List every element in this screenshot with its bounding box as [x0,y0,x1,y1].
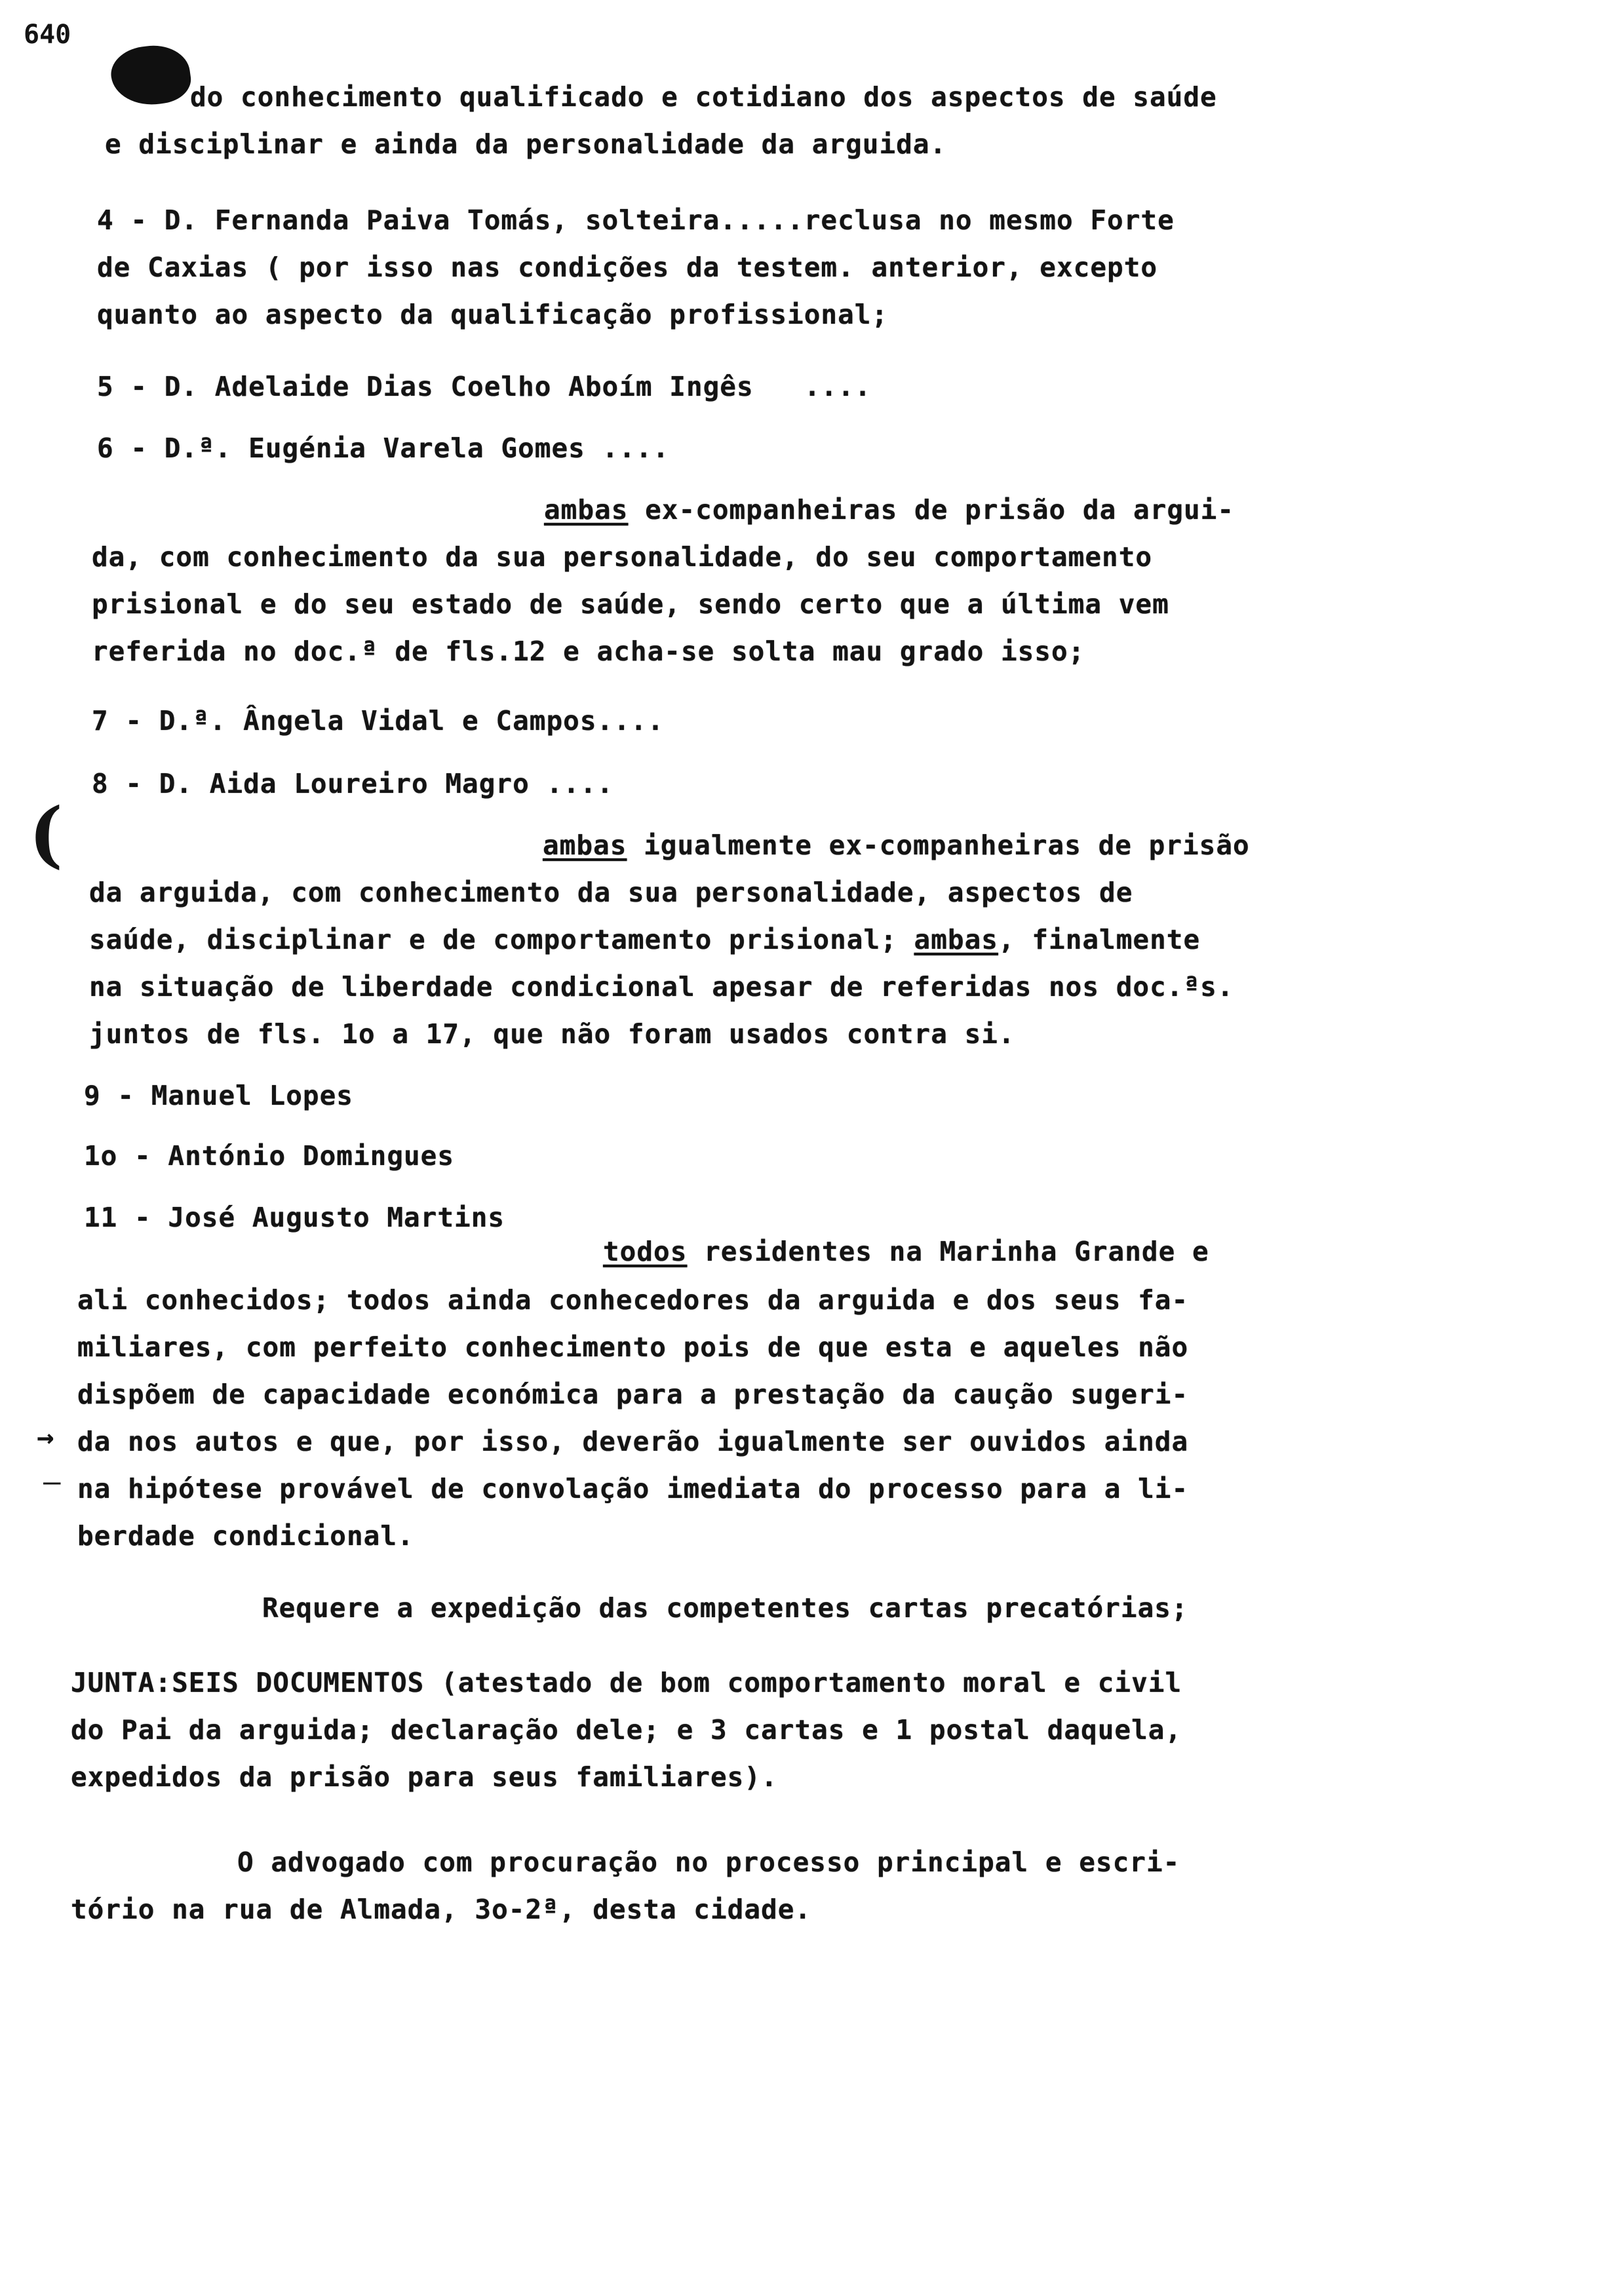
text-fragment: , finalmente [998,924,1201,955]
text-line: tório na rua de Almada, 3o-2ª, desta cidade. [71,1894,812,1925]
text-line: do conhecimento qualificado e cotidiano dos aspectos de saúde [190,81,1217,113]
text-fragment: saúde, disciplinar e de comportamento prisional; [89,924,914,955]
underlined-word: ambas [914,924,998,955]
text-line: 4 - D. Fernanda Paiva Tomás, solteira.....reclusa no mesmo Forte [97,204,1175,236]
text-line: juntos de fls. 1o a 17, que não foram usados contra si. [89,1018,1015,1050]
text-line: berdade condicional. [77,1520,414,1552]
text-line: referida no doc.ª de fls.12 e acha-se solta mau grado isso; [92,636,1085,667]
text-line: miliares, com perfeito conhecimento pois de que esta e aqueles não [77,1331,1189,1363]
text-line: da arguida, com conhecimento da sua personalidade, aspectos de [89,877,1133,908]
text-line: ali conhecidos; todos ainda conhecedores da arguida e dos seus fa- [77,1284,1189,1316]
text-line [89,916,1200,963]
text-fragment: ex-companheiras de prisão da argui- [628,494,1235,526]
underlined-word: ambas [544,494,629,526]
text-line: 7 - D.ª. Ângela Vidal e Campos.... [92,705,665,737]
text-line: e disciplinar e ainda da personalidade da arguida. [105,128,947,160]
text-fragment: residentes na Marinha Grande e [687,1236,1209,1267]
page-number: 640 [24,20,71,50]
margin-dash-mark: – [43,1465,61,1499]
text-line [543,822,1250,869]
text-line: na situação de liberdade condicional apesar de referidas nos doc.ªs. [89,971,1234,1003]
text-line: da, com conhecimento da sua personalidade, do seu comportamento [92,541,1153,573]
text-line: 8 - D. Aida Loureiro Magro .... [92,768,614,799]
text-line: 11 - José Augusto Martins [84,1202,505,1233]
text-line: dispõem de capacidade económica para a prestação da caução sugeri- [77,1379,1189,1410]
text-line: 9 - Manuel Lopes [84,1080,353,1111]
text-line: quanto ao aspecto da qualificação profissional; [97,299,889,330]
text-line: JUNTA:SEIS DOCUMENTOS (atestado de bom comportamento moral e civil [71,1667,1182,1698]
text-line: Requere a expedição das competentes cartas precatórias; [262,1592,1188,1624]
text-line: O advogado com procuração no processo principal e escri- [237,1846,1180,1878]
margin-bracket-mark: ( [29,792,64,876]
text-line: expedidos da prisão para seus familiares). [71,1761,778,1793]
text-line: prisional e do seu estado de saúde, sendo certo que a última vem [92,588,1169,620]
text-line [544,486,1234,533]
text-line: na hipótese provável de convolação imediata do processo para a li- [77,1473,1189,1504]
text-line: 6 - D.ª. Eugénia Varela Gomes .... [97,432,670,464]
text-line: 1o - António Domingues [84,1140,455,1172]
underlined-word: ambas [543,830,627,861]
text-line: da nos autos e que, por isso, deverão igualmente ser ouvidos ainda [77,1426,1189,1457]
text-line [603,1228,1209,1275]
underlined-word: todos [603,1236,688,1267]
text-line: 5 - D. Adelaide Dias Coelho Aboím Ingês .... [97,371,872,402]
text-fragment: igualmente ex-companheiras de prisão [627,830,1250,861]
text-line: de Caxias ( por isso nas condições da testem. anterior, excepto [97,252,1158,283]
text-line: do Pai da arguida; declaração dele; e 3 cartas e 1 postal daquela, [71,1714,1182,1746]
margin-arrow-mark: → [37,1421,54,1454]
